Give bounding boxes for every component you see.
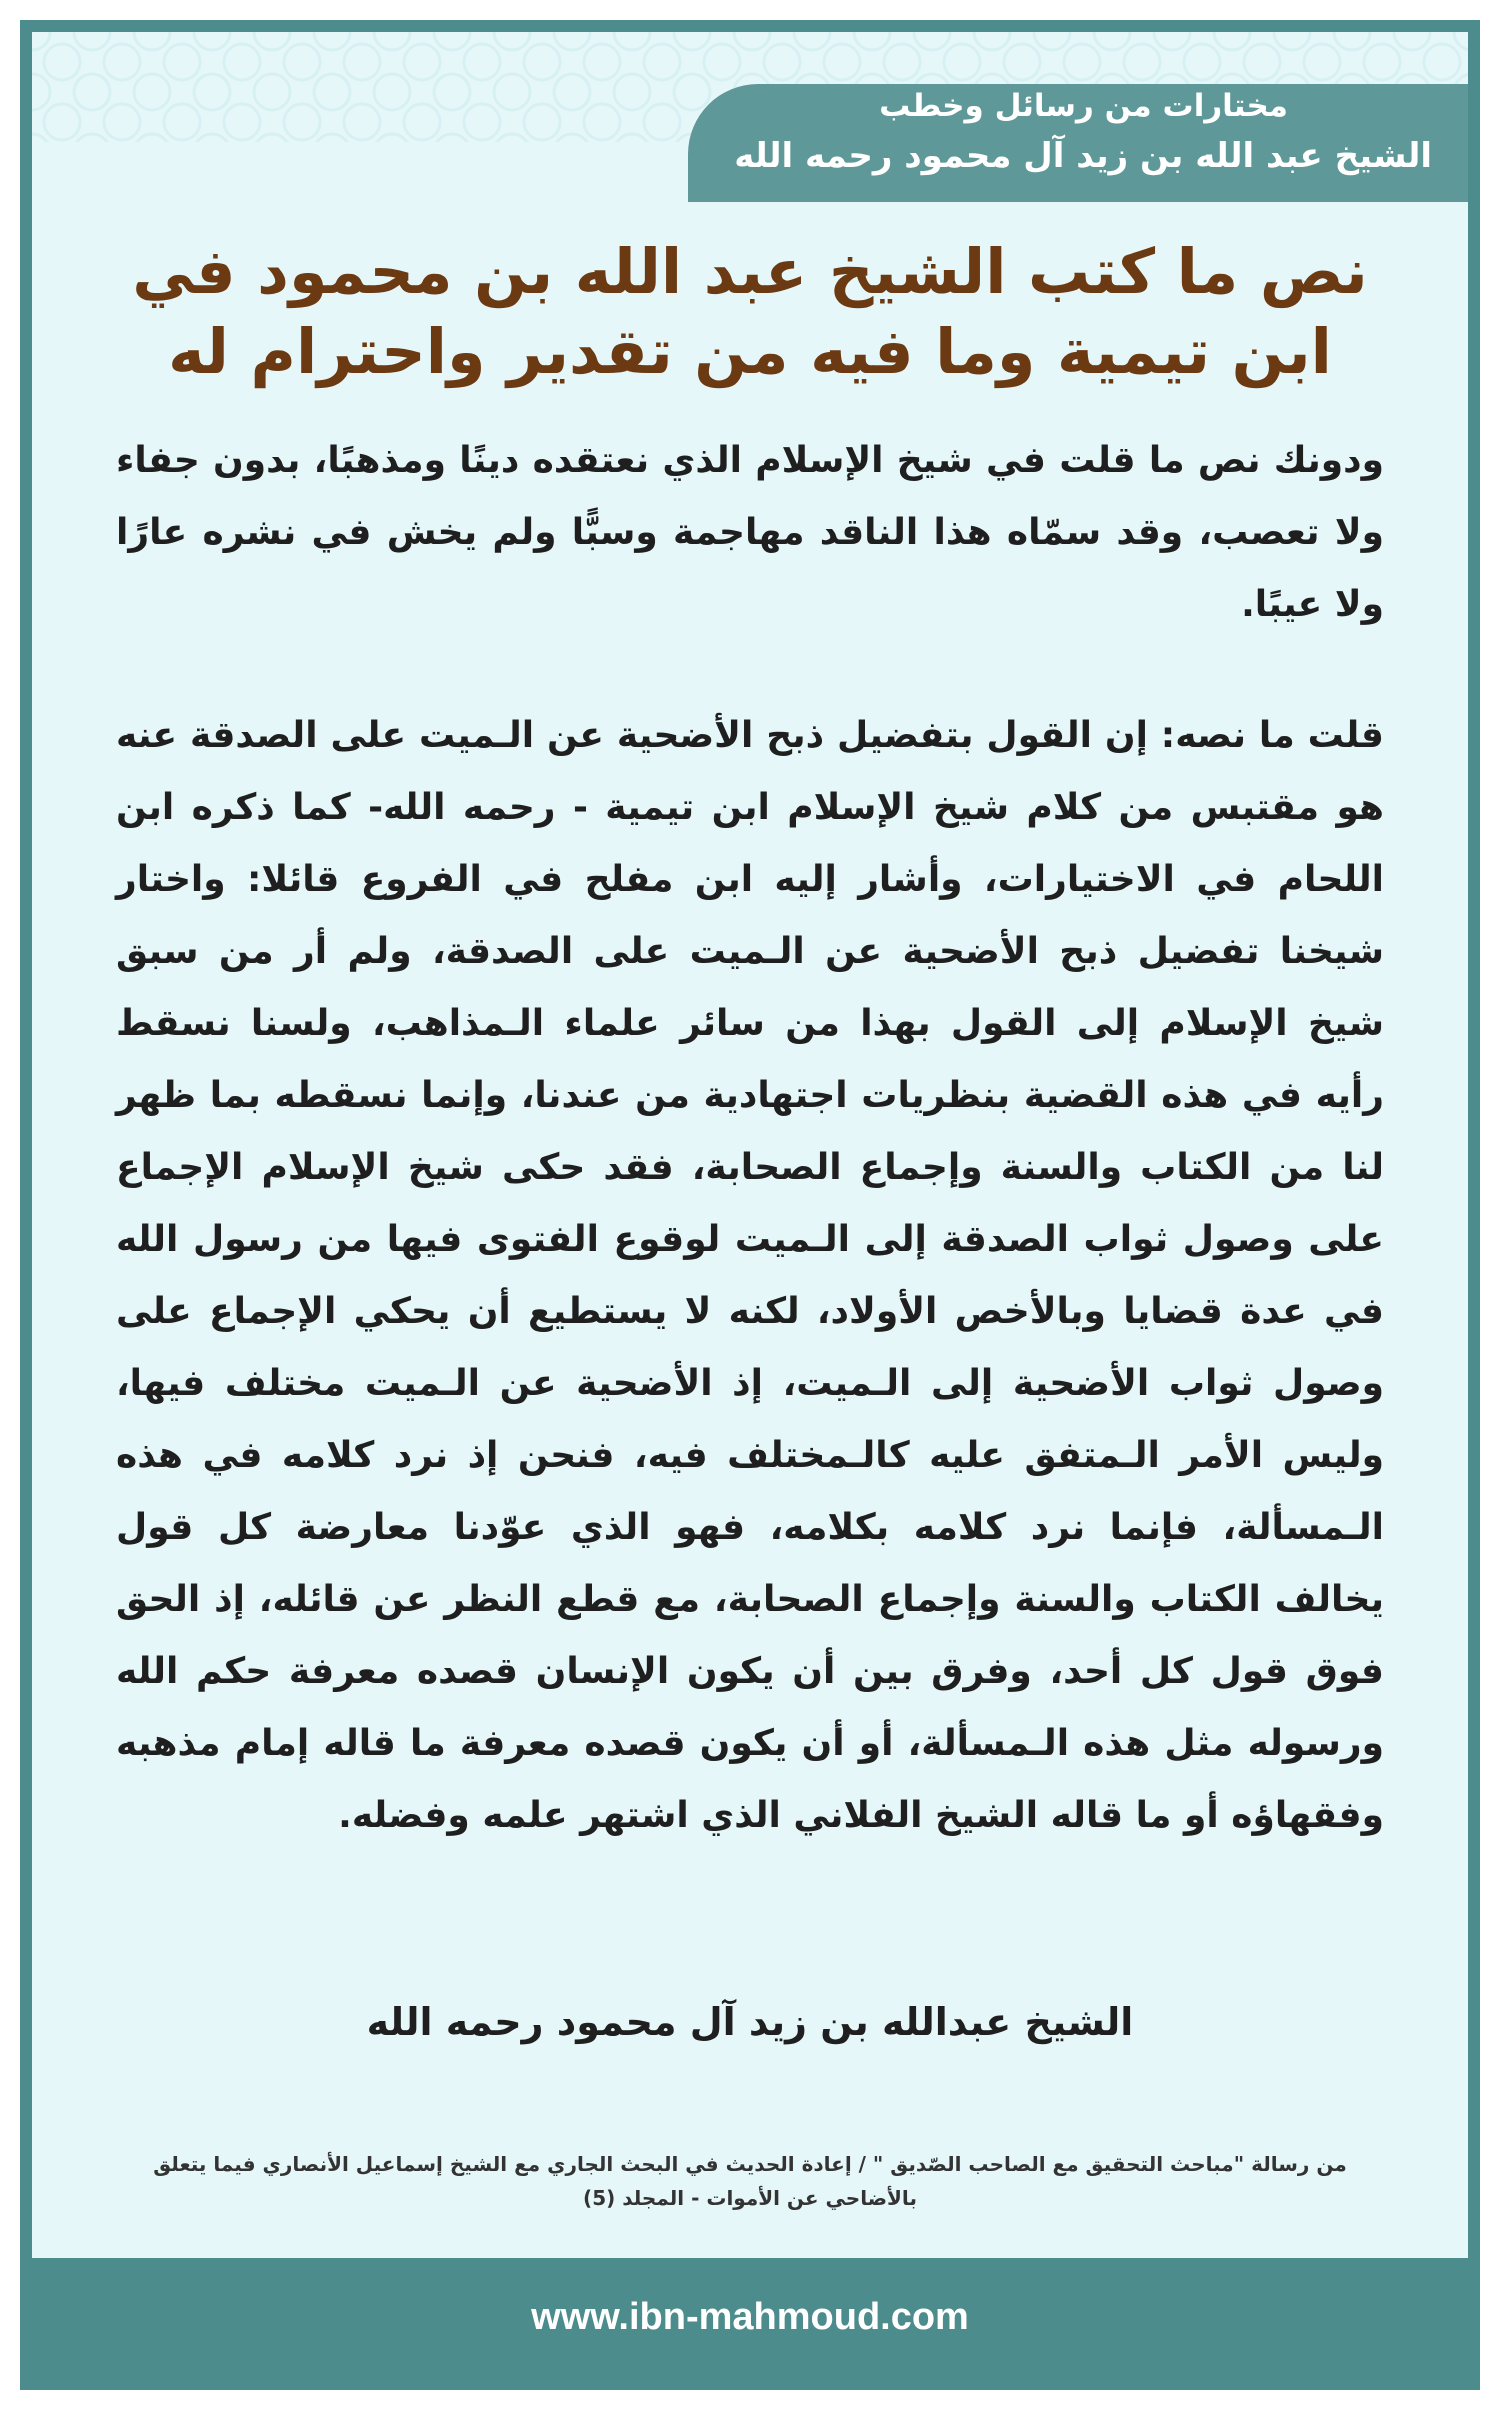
content-card	[32, 32, 1468, 2258]
header-author: الشيخ عبد الله بن زيد آل محمود رحمه الله	[734, 136, 1432, 176]
header-subtitle: مختارات من رسائل وخطب	[879, 88, 1288, 124]
header-band	[688, 84, 1468, 202]
source-citation: من رسالة "مباحث التحقيق مع الصاحب الصّديق " / إعادة الحديث في البحث الجاري مع الشيخ إسماعيل الأنصاري فيما يتعلق بالأضاحي عن الأموات - المجلد (5)	[153, 2152, 1347, 2210]
website-link[interactable]: www.ibn-mahmoud.com	[531, 2296, 969, 2338]
quoted-paragraph: قلت ما نصه: إن القول بتفضيل ذبح الأضحية عن الـميت على الصدقة عنه هو مقتبس من كلام شيخ الإسلام ابن تيمية - رحمه الله- كما ذكره ابن اللحام في الاختيارات، وأشار إليه ابن مفلح في الفروع قائلا: واختار شيخنا تفضيل ذبح الأضحية عن الـميت على الصدقة، ولم أر من سبق شيخ الإسلام إلى القول بهذا من سائر علماء الـمذاهب، ولسنا نسقط رأيه في هذه القضية بنظريات اجتهادية من عندنا، وإنما نسقطه بما ظهر لنا من الكتاب والسنة وإجماع الصحابة، فقد حكى شيخ الإسلام الإجماع على وصول ثواب الصدقة إلى الـميت لوقوع الفتوى فيها من رسول الله في عدة قضايا وبالأخص الأولاد، لكنه لا يستطيع أن يحكي الإجماع على وصول ثواب الأضحية إلى الـميت، إذ الأضحية عن الـميت مختلف فيها، وليس الأمر الـمتفق عليه كالـمختلف فيه، فنحن إذ نرد كلامه في هذه الـمسألة، فإنما نرد كلامه بكلامه، فهو الذي عوّدنا معارضة كل قول يخالف الكتاب والسنة وإجماع الصحابة، مع قطع النظر عن قائله، إذ الحق فوق قول كل أحد، وفرق بين أن يكون الإنسان قصده معرفة حكم الله ورسوله مثل هذه الـمسألة، أو أن يكون قصده معرفة ما قاله إمام مذهبه وفقهاؤه أو ما قاله الشيخ الفلاني الذي اشتهر علمه وفضله.	[116, 715, 1384, 1836]
author-signature: الشيخ عبدالله بن زيد آل محمود رحمه الله	[366, 2000, 1134, 2044]
intro-paragraph: ودونك نص ما قلت في شيخ الإسلام الذي نعتقده دينًا ومذهبًا، بدون جفاء ولا تعصب، وقد سمّاه هذا الناقد مهاجمة وسبًّا ولم يخش في نشره عارًا ولا عيبًا.	[116, 440, 1384, 625]
article-title: نص ما كتب الشيخ عبد الله بن محمود في ابن تيمية وما فيه من تقدير واحترام له	[132, 235, 1368, 388]
